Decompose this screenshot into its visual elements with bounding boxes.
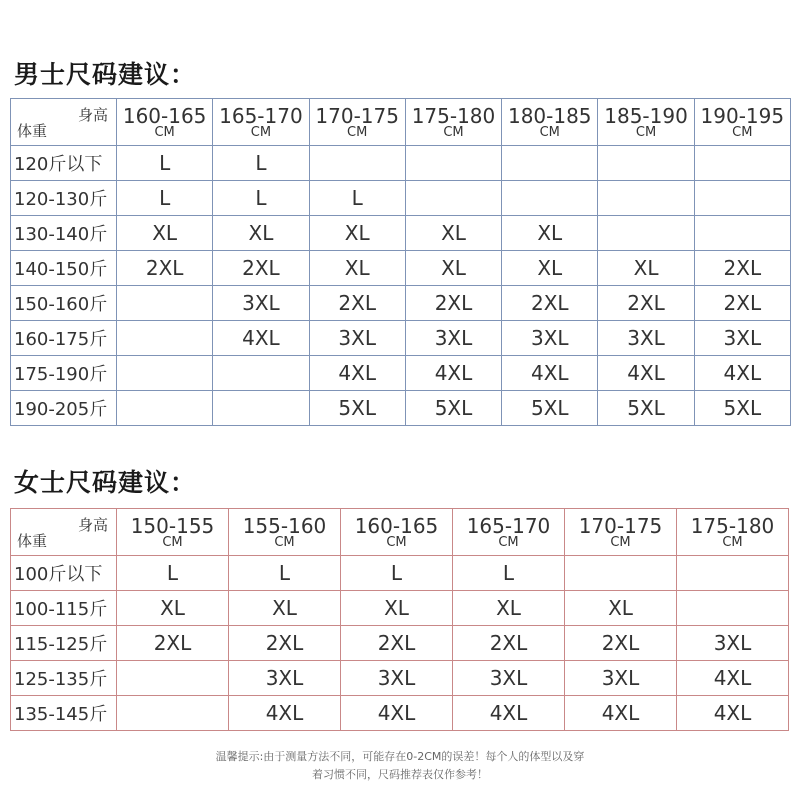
header-row — [11, 509, 789, 556]
size-cell: 2XL — [117, 626, 229, 661]
table-row — [11, 251, 791, 286]
size-cell: 3XL — [405, 321, 501, 356]
weight-row-label: 120斤以下 — [11, 146, 117, 181]
size-cell — [117, 696, 229, 731]
size-cell: 4XL — [598, 356, 694, 391]
height-range: 150-155 — [130, 514, 215, 538]
size-cell — [598, 146, 694, 181]
height-range: 170-175 — [578, 514, 663, 538]
size-cell: XL — [565, 591, 677, 626]
height-range: 185-190 — [604, 104, 688, 128]
size-cell: 3XL — [309, 321, 405, 356]
size-cell: 2XL — [453, 626, 565, 661]
table-row — [11, 286, 791, 321]
size-cell — [598, 216, 694, 251]
height-range: 175-180 — [411, 104, 496, 128]
size-cell: XL — [229, 591, 341, 626]
size-cell: L — [117, 146, 213, 181]
size-cell: 2XL — [502, 286, 598, 321]
size-cell: 5XL — [502, 391, 598, 426]
women-size-title: 女士尺码建议： — [14, 468, 197, 497]
size-cell: 4XL — [309, 356, 405, 391]
weight-row-label: 100斤以下 — [11, 556, 117, 591]
size-cell: L — [453, 556, 565, 591]
height-column-header — [309, 99, 405, 146]
height-column-header — [677, 509, 789, 556]
height-unit: CM — [732, 125, 753, 140]
size-cell: 3XL — [213, 286, 309, 321]
weight-row-label: 190-205斤 — [11, 391, 117, 426]
size-cell — [213, 356, 309, 391]
size-cell: L — [117, 556, 229, 591]
height-column-header — [229, 509, 341, 556]
size-cell: XL — [453, 591, 565, 626]
size-cell — [117, 391, 213, 426]
size-cell — [694, 146, 790, 181]
size-cell: 4XL — [405, 356, 501, 391]
weight-label: 体重 — [17, 122, 48, 140]
size-cell: 5XL — [598, 391, 694, 426]
height-column-header — [565, 509, 677, 556]
height-label: 身高 — [77, 106, 108, 124]
height-range: 160-165 — [354, 514, 439, 538]
height-unit: CM — [498, 535, 519, 550]
height-unit: CM — [443, 125, 464, 140]
men-size-title: 男士尺码建议： — [14, 60, 197, 89]
height-column-header — [405, 99, 501, 146]
size-cell: 4XL — [502, 356, 598, 391]
size-cell: 4XL — [677, 696, 789, 731]
size-cell — [405, 146, 501, 181]
height-label: 身高 — [77, 516, 108, 534]
table-row — [11, 661, 789, 696]
size-cell: 2XL — [117, 251, 213, 286]
size-cell: 4XL — [694, 356, 790, 391]
size-cell: 2XL — [213, 251, 309, 286]
height-column-header — [117, 509, 229, 556]
weight-row-label: 125-135斤 — [11, 661, 117, 696]
height-unit: CM — [635, 125, 657, 140]
size-cell: 2XL — [309, 286, 405, 321]
size-cell — [502, 146, 598, 181]
size-cell: 2XL — [694, 251, 790, 286]
size-cell: 2XL — [694, 286, 790, 321]
height-range: 175-180 — [690, 514, 775, 538]
size-cell: 4XL — [341, 696, 453, 731]
size-cell: L — [117, 181, 213, 216]
weight-row-label: 100-115斤 — [11, 591, 117, 626]
height-unit: CM — [274, 535, 295, 550]
size-cell: XL — [117, 216, 213, 251]
weight-label: 体重 — [17, 532, 48, 550]
height-column-header — [341, 509, 453, 556]
table-row — [11, 626, 789, 661]
size-cell — [117, 661, 229, 696]
size-cell: XL — [405, 251, 501, 286]
size-cell: 3XL — [502, 321, 598, 356]
table-row — [11, 321, 791, 356]
size-cell: 5XL — [405, 391, 501, 426]
height-unit: CM — [347, 125, 368, 140]
header-row — [11, 99, 791, 146]
size-cell: 3XL — [453, 661, 565, 696]
height-column-header — [694, 99, 790, 146]
height-range: 165-170 — [219, 104, 303, 128]
table-row — [11, 216, 791, 251]
table-row — [11, 591, 789, 626]
table-row — [11, 556, 789, 591]
weight-row-label: 140-150斤 — [11, 251, 117, 286]
size-cell: 3XL — [694, 321, 790, 356]
size-cell — [677, 591, 789, 626]
size-cell: XL — [341, 591, 453, 626]
women-size-table — [10, 508, 789, 731]
size-cell: XL — [502, 216, 598, 251]
size-cell: 3XL — [598, 321, 694, 356]
table-row — [11, 181, 791, 216]
height-unit: CM — [386, 535, 407, 550]
weight-row-label: 135-145斤 — [11, 696, 117, 731]
size-cell — [598, 181, 694, 216]
size-cell: XL — [598, 251, 694, 286]
size-cell — [117, 321, 213, 356]
weight-row-label: 130-140斤 — [11, 216, 117, 251]
height-range: 155-160 — [242, 514, 327, 538]
table-row — [11, 356, 791, 391]
size-cell: 3XL — [565, 661, 677, 696]
size-cell — [117, 356, 213, 391]
size-cell: 5XL — [309, 391, 405, 426]
height-column-header — [117, 99, 213, 146]
weight-row-label: 160-175斤 — [11, 321, 117, 356]
corner-cell — [11, 99, 117, 146]
size-cell — [213, 391, 309, 426]
height-range: 160-165 — [122, 104, 207, 128]
height-unit: CM — [722, 535, 743, 550]
size-cell: 3XL — [341, 661, 453, 696]
height-column-header — [213, 99, 309, 146]
size-cell: 2XL — [598, 286, 694, 321]
height-unit: CM — [250, 125, 272, 140]
weight-row-label: 150-160斤 — [11, 286, 117, 321]
size-cell: L — [229, 556, 341, 591]
height-unit: CM — [154, 125, 175, 140]
size-cell — [694, 181, 790, 216]
size-cell — [117, 286, 213, 321]
men-size-table — [10, 98, 791, 426]
height-unit: CM — [610, 535, 631, 550]
weight-row-label: 175-190斤 — [11, 356, 117, 391]
size-cell: XL — [117, 591, 229, 626]
size-cell: 2XL — [229, 626, 341, 661]
size-cell — [694, 216, 790, 251]
size-cell: XL — [502, 251, 598, 286]
height-range: 165-170 — [466, 514, 551, 538]
size-cell: L — [341, 556, 453, 591]
footnote-line-1: 温馨提示:由于测量方法不同，可能存在0-2CM的误差！每个人的体型以及穿 — [215, 750, 585, 763]
table-row — [11, 391, 791, 426]
size-cell — [565, 556, 677, 591]
size-cell: 3XL — [677, 626, 789, 661]
size-cell — [677, 556, 789, 591]
footnote-line-2: 着习惯不同，尺码推荐表仅作参考！ — [312, 768, 488, 781]
height-column-header — [502, 99, 598, 146]
height-range: 190-195 — [700, 104, 785, 128]
height-range: 170-175 — [315, 104, 399, 128]
size-cell: XL — [405, 216, 501, 251]
size-cell: 4XL — [229, 696, 341, 731]
size-cell: 4XL — [213, 321, 309, 356]
size-cell: XL — [213, 216, 309, 251]
size-cell: 2XL — [405, 286, 501, 321]
height-unit: CM — [539, 125, 560, 140]
size-cell — [502, 181, 598, 216]
height-range: 180-185 — [507, 104, 592, 128]
size-cell: L — [213, 181, 309, 216]
corner-cell — [11, 509, 117, 556]
size-cell: 2XL — [565, 626, 677, 661]
size-cell: L — [309, 181, 405, 216]
height-column-header — [453, 509, 565, 556]
size-cell: 4XL — [453, 696, 565, 731]
size-cell: 4XL — [565, 696, 677, 731]
size-cell: L — [213, 146, 309, 181]
table-row — [11, 696, 789, 731]
table-row — [11, 146, 791, 181]
height-unit: CM — [162, 535, 183, 550]
height-column-header — [598, 99, 694, 146]
size-cell: 2XL — [341, 626, 453, 661]
size-cell: 3XL — [229, 661, 341, 696]
weight-row-label: 120-130斤 — [11, 181, 117, 216]
size-cell — [309, 146, 405, 181]
size-cell: 5XL — [694, 391, 790, 426]
size-cell: XL — [309, 216, 405, 251]
size-cell: XL — [309, 251, 405, 286]
size-cell — [405, 181, 501, 216]
weight-row-label: 115-125斤 — [11, 626, 117, 661]
size-cell: 4XL — [677, 661, 789, 696]
